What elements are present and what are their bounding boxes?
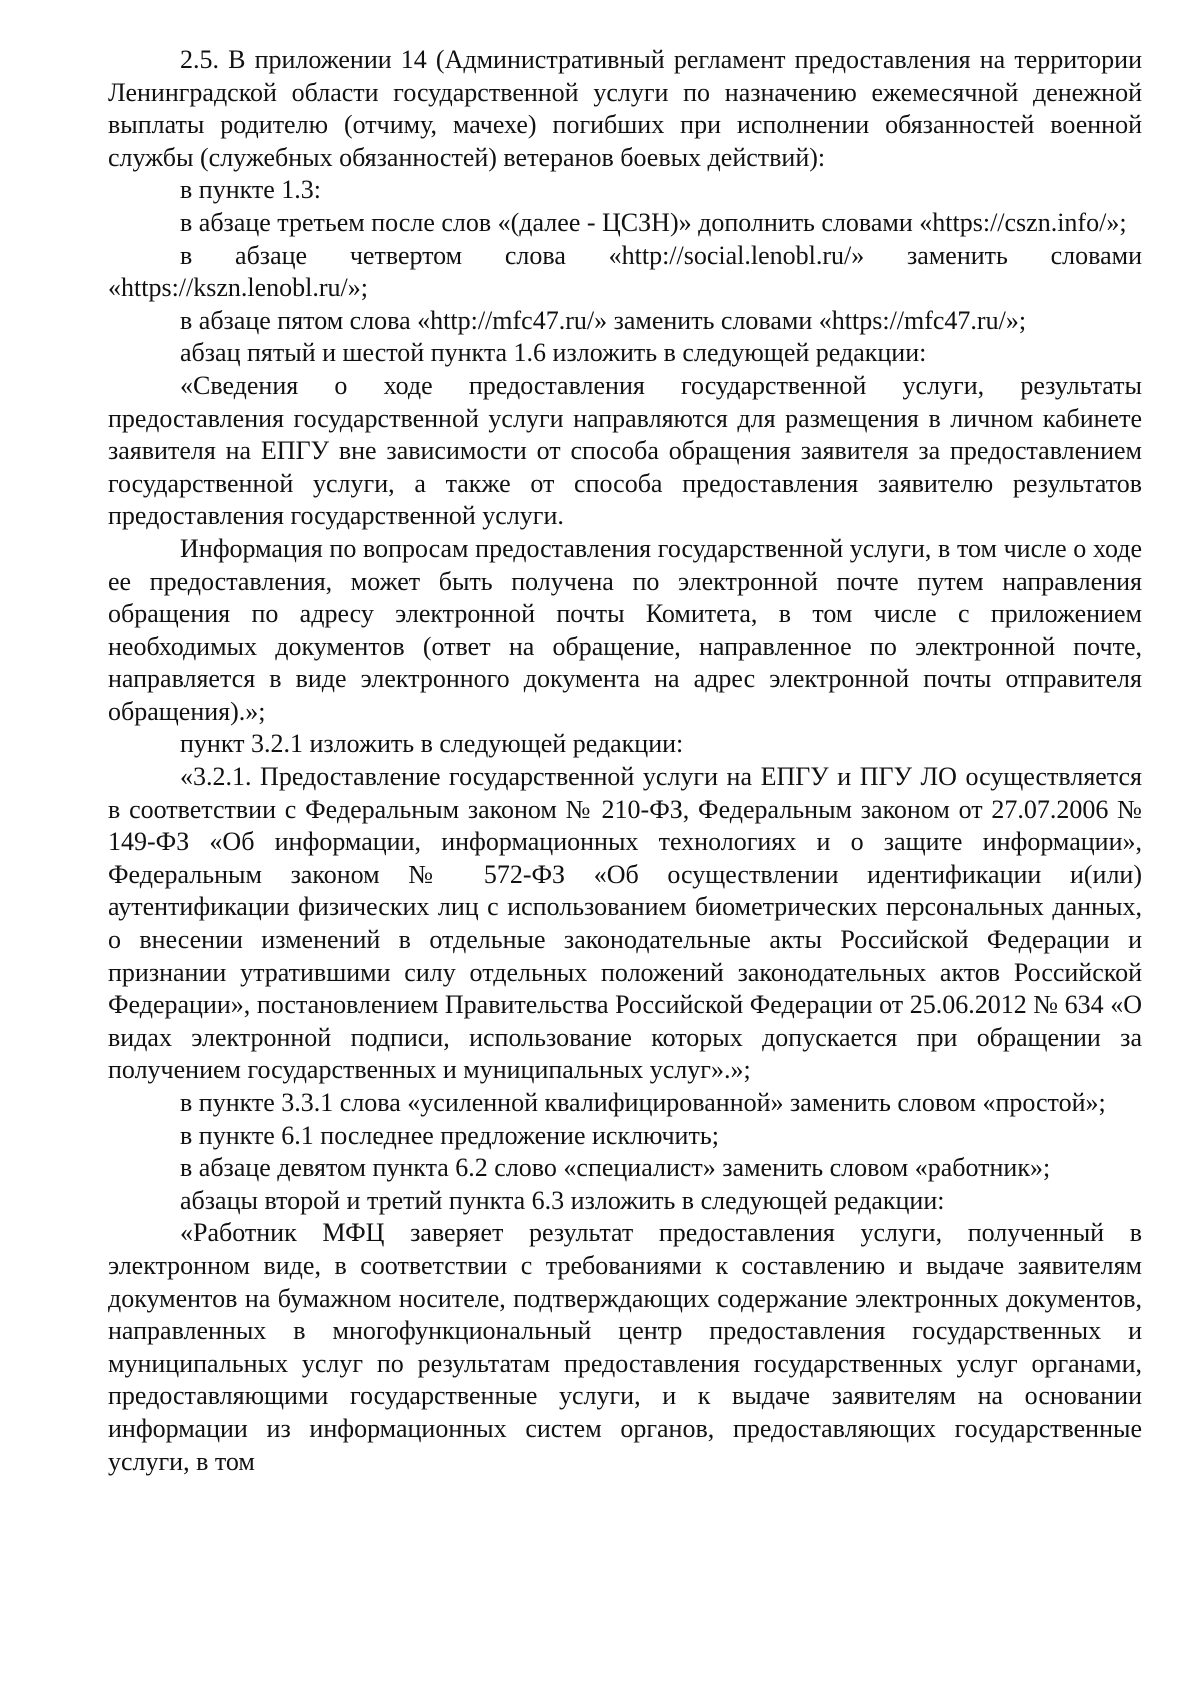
- paragraph-quote-3-2-1: «3.2.1. Предоставление государственной услуги на ЕПГУ и ПГУ ЛО осуществляется в соответствии с Федеральным законом № 210-ФЗ, Федеральным законом от 27.07.2006 № 149-ФЗ «Об информации, информационных технологиях и о защите информации», Федеральным законом № 572-ФЗ «Об осуществлении идентификации и(или) аутентификации физических лиц с использованием биометрических персональных данных, о внесении изменений в отдельные законодательные акты Российской Федерации и признании утратившими силу отдельных положений законодательных актов Российской Федерации», постановлением Правительства Российской Федерации от 25.06.2012 № 634 «О видах электронной подписи, использование которых допускается при обращении за получением государственных и муниципальных услуг».»;: [108, 762, 1142, 1085]
- paragraph-item-1-3: в пункте 1.3:: [180, 175, 322, 205]
- document-body: [108, 44, 1142, 1478]
- paragraph-item-1-6: абзац пятый и шестой пункта 1.6 изложить в следующей редакции:: [180, 338, 927, 368]
- paragraph-abzac-third: в абзаце третьем после слов «(далее - ЦСЗН)» дополнить словами «https://cszn.info/»;: [180, 207, 1127, 237]
- paragraph-quote-informaciya: Информация по вопросам предоставления государственной услуги, в том числе о ходе ее предоставления, может быть получена по электронной почте путем направления обращения по адресу электронной почты Комитета, в том числе с приложением необходимых документов (ответ на обращение, направленное по электронной почте, направляется в виде электронного документа на адрес электронной почты отправителя обращения).»;: [108, 533, 1142, 726]
- paragraph-abzac-fifth: в абзаце пятом слова «http://mfc47.ru/» заменить словами «https://mfc47.ru/»;: [180, 305, 1027, 335]
- paragraph-2-5-intro: 2.5. В приложении 14 (Административный регламент предоставления на территории Ленинградской области государственной услуги по назначению ежемесячной денежной выплаты родителю (отчиму, мачехе) погибших при исполнении обязанностей военной службы (служебных обязанностей) ветеранов боевых действий):: [108, 45, 1142, 172]
- paragraph-abzac-fourth: в абзаце четвертом слова «http://social.lenobl.ru/» заменить словами «https://kszn.lenobl.ru/»;: [108, 240, 1142, 303]
- paragraph-item-6-2: в абзаце девятом пункта 6.2 слово «специалист» заменить словом «работник»;: [180, 1153, 1051, 1183]
- paragraph-item-6-3: абзацы второй и третий пункта 6.3 изложить в следующей редакции:: [180, 1185, 945, 1215]
- paragraph-quote-svedeniya: «Сведения о ходе предоставления государственной услуги, результаты предоставления государственной услуги направляются для размещения в личном кабинете заявителя на ЕПГУ вне зависимости от способа обращения заявителя за предоставлением государственной услуги, а также от способа предоставления заявителю результатов предоставления государственной услуги.: [108, 370, 1142, 531]
- paragraph-quote-rabotnik-mfc: «Работник МФЦ заверяет результат предоставления услуги, полученный в электронном виде, в соответствии с требованиями к составлению и выдаче заявителям документов на бумажном носителе, подтверждающих содержание электронных документов, направленных в многофункциональный центр предоставления государственных и муниципальных услуг по результатам предоставления государственных услуг органами, предоставляющими государственные услуги, и к выдаче заявителям на основании информации из информационных систем органов, предоставляющих государственные услуги, в том: [108, 1218, 1142, 1476]
- paragraph-item-3-2-1: пункт 3.2.1 изложить в следующей редакции:: [180, 729, 684, 759]
- paragraph-item-6-1: в пункте 6.1 последнее предложение исключить;: [180, 1120, 719, 1150]
- paragraph-item-3-3-1: в пункте 3.3.1 слова «усиленной квалифицированной» заменить словом «простой»;: [180, 1088, 1106, 1117]
